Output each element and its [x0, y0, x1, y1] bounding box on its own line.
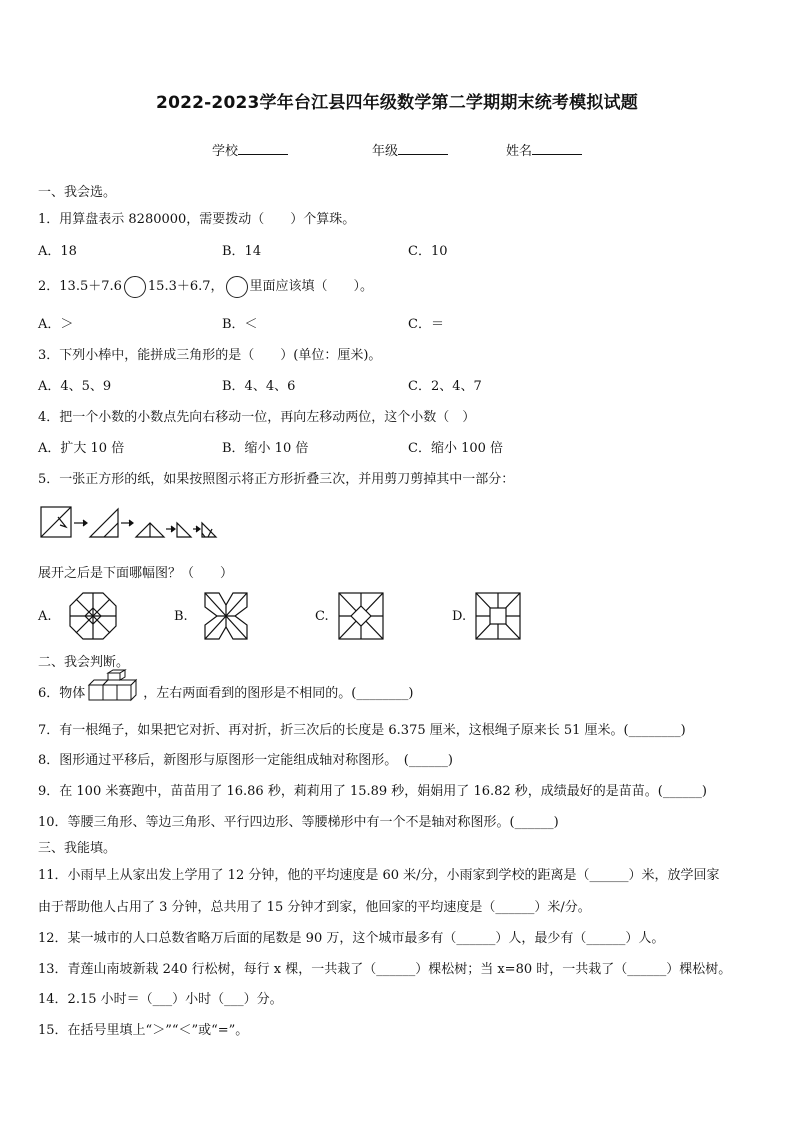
question-11-line1: 11．小雨早上从家出发上学用了 12 分钟，他的平均速度是 60 米/分，小雨家到学校的距离是（______）米，放学回家 [38, 868, 720, 883]
page-title: 2022-2023学年台江县四年级数学第二学期期末统考模拟试题 [156, 93, 638, 113]
triangle-fold-1-icon [90, 509, 118, 537]
q5-ask: 展开之后是下面哪幅图？（ ） [38, 566, 234, 581]
grade-blank[interactable] [398, 141, 448, 155]
name-label: 姓名 [506, 144, 533, 159]
school-blank[interactable] [238, 141, 288, 155]
square-center-figure-icon[interactable] [474, 591, 522, 641]
question-14: 14．2.15 小时＝（___）小时（___）分。 [38, 992, 283, 1007]
question-7: 7．有一根绳子，如果把它对折、再对折，折三次后的长度是 6.375 厘米，这根绳子原来长 51 厘米。(________) [38, 723, 686, 738]
q6-part1: 6．物体 [38, 686, 86, 701]
q5-option-a[interactable]: A. [38, 609, 52, 624]
blank-circle-icon[interactable] [226, 276, 248, 298]
cross-cut-figure-icon[interactable] [203, 591, 249, 641]
fold-arrow-icon [58, 517, 66, 527]
section-heading-1: 一、我会选。 [38, 185, 117, 200]
triangle-fold-3-icon [177, 523, 191, 537]
question-12: 12．某一城市的人口总数省略万后面的尾数是 90 万，这个城市最多有（______）人，最少有（______）人。 [38, 931, 665, 946]
question-3: 3．下列小棒中，能拼成三角形的是（ ）(单位：厘米)。 [38, 348, 382, 363]
question-13: 13．青莲山南坡新栽 240 行松树，每行 x 棵，一共栽了（______）棵松树；当 x=80 时，一共栽了（______）棵松树。 [38, 962, 732, 977]
blank-circle-icon[interactable] [124, 276, 146, 298]
q3-option-c[interactable]: C．2、4、7 [408, 379, 482, 394]
section-heading-3: 三、我能填。 [38, 841, 117, 856]
grade-label: 年级 [372, 144, 399, 159]
q3-option-a[interactable]: A．4、5、9 [38, 379, 112, 394]
square-diamond-figure-icon[interactable] [337, 591, 385, 641]
section-heading-2: 二、我会判断。 [38, 655, 130, 670]
folding-sequence-figure [38, 503, 218, 545]
q1-option-a[interactable]: A．18 [38, 244, 77, 259]
q5-option-c[interactable]: C. [315, 609, 329, 624]
q4-option-a[interactable]: A．扩大 10 倍 [38, 441, 125, 456]
q4-option-c[interactable]: C．缩小 100 倍 [408, 441, 504, 456]
q2-part3: 里面应该填（ ）。 [249, 279, 374, 294]
school-field[interactable] [212, 140, 288, 159]
q2-option-a[interactable]: A．＞ [38, 317, 74, 332]
q2-option-c[interactable]: C．＝ [408, 317, 444, 332]
q3-option-b[interactable]: B．4、4、6 [222, 379, 296, 394]
question-11-line2: 由于帮助他人占用了 3 分钟，总共用了 15 分钟才到家，他回家的平均速度是（______）米/分。 [38, 900, 591, 915]
question-2 [38, 275, 373, 298]
question-15: 15．在括号里填上“＞”“＜”或“=”。 [38, 1023, 249, 1038]
question-9: 9．在 100 米赛跑中，苗苗用了 16.86 秒，莉莉用了 15.89 秒，娟娟用了 16.82 秒，成绩最好的是苗苗。(______) [38, 784, 707, 799]
grade-field[interactable] [372, 140, 448, 159]
question-5: 5．一张正方形的纸，如果按照图示将正方形折叠三次，并用剪刀剪掉其中一部分： [38, 472, 515, 487]
q5-option-d[interactable]: D. [452, 609, 467, 624]
question-10: 10．等腰三角形、等边三角形、平行四边形、等腰梯形中有一个不是轴对称图形。(______) [38, 815, 559, 830]
q5-option-b[interactable]: B. [174, 609, 188, 624]
name-blank[interactable] [532, 141, 582, 155]
question-1: 1．用算盘表示 8280000，需要拨动（ ）个算珠。 [38, 212, 356, 227]
cubes-object-icon [86, 669, 144, 703]
name-field[interactable] [506, 140, 582, 159]
octagon-figure-icon[interactable] [68, 591, 118, 641]
q2-option-b[interactable]: B．＜ [222, 317, 258, 332]
question-4: 4．把一个小数的小数点先向右移动一位，再向左移动两位，这个小数（ ） [38, 410, 476, 425]
question-8: 8．图形通过平移后，新图形与原图形一定能组成轴对称图形。 (______) [38, 753, 453, 768]
school-label: 学校 [212, 144, 239, 159]
q1-option-b[interactable]: B．14 [222, 244, 262, 259]
q2-part1: 2．13.5＋7.6 [38, 279, 122, 294]
q1-option-c[interactable]: C．10 [408, 244, 448, 259]
q4-option-b[interactable]: B．缩小 10 倍 [222, 441, 309, 456]
q2-part2: 15.3＋6.7， [147, 279, 224, 294]
q6-part2: ，左右两面看到的图形是不相同的。(________) [143, 686, 414, 701]
